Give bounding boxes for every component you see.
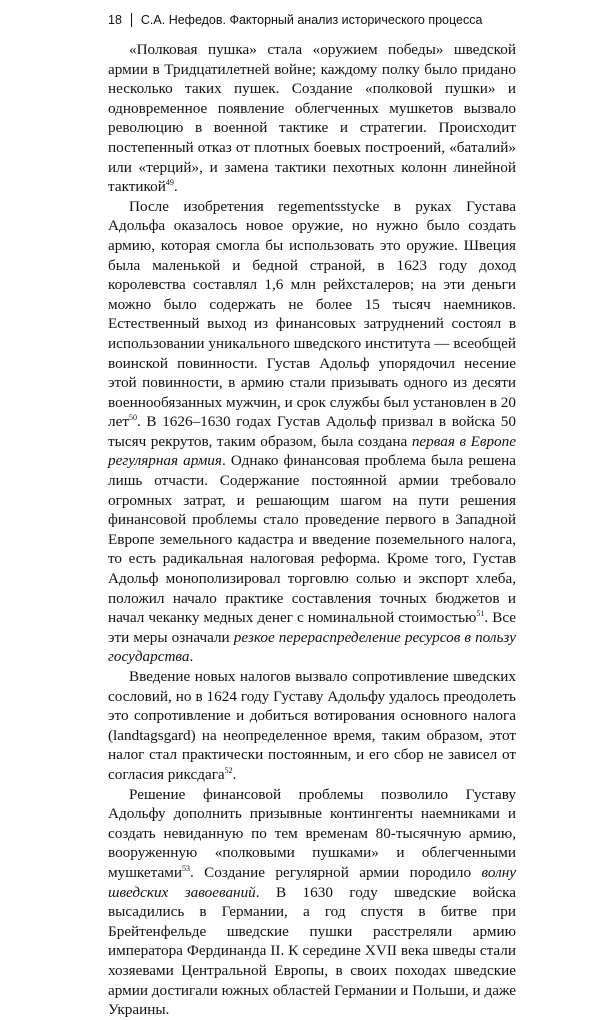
paragraph-text: .	[232, 765, 237, 783]
emphasis-swedish-conquests: волну шведских завоеваний	[108, 863, 516, 901]
paragraph-2	[108, 197, 516, 667]
paragraph-text: Решение финансовой проблемы позволило Густаву Адольфу дополнить призывные контингенты наемниками и создать невиданную по тем временам 80-тысячную армию, вооруженную «полковыми пушками» и облегченными мушкетами	[108, 785, 516, 881]
header-divider	[131, 13, 132, 27]
running-header	[108, 13, 482, 27]
paragraph-text: «Полковая пушка» стала «оружием победы» шведской армии в Тридцатилетней войне; каждому полку было придано несколько таких пушек. Создание «полковой пушки» и одновременное появление облегченных мушкетов вызвало революцию в военной тактике и стратегии. Происходит постепенный отказ от плотных боевых построений, «баталий» или «терций», и замена тактики пехотных колонн линейной тактикой	[108, 41, 516, 196]
paragraph-text: . Создание регулярной армии породило	[189, 863, 482, 881]
paragraph-text: . В 1630 году шведские войска высадились в Германии, а год спустя в битве при Брейтенфельде шведские пушки расстреляли армию императора Фердинанда II. К середине XVII века шведы стали хозяевами Центральной Европы, в своих походах шведские армии достигали южных областей Германии и Польши, и даже Украины.	[108, 883, 516, 1019]
page-number: 18	[108, 13, 122, 27]
footnote-ref-50[interactable]: 50	[128, 413, 137, 423]
footnote-ref-53[interactable]: 53	[181, 863, 190, 873]
footnote-ref-52[interactable]: 52	[224, 765, 233, 775]
body-text	[108, 40, 516, 1020]
emphasis-redistribution: резкое перераспределение ресурсов в пользу государства	[108, 628, 516, 666]
paragraph-text: Введение новых налогов вызвало сопротивление шведских сословий, но в 1624 году Густаву Адольфу удалось преодолеть это сопротивление и добиться вотирования основного налога (landtagsgard) на неопределенное время, таким образом, этот налог стал практически постоянным, и его сбор не зависел от согласия риксдага	[108, 668, 516, 783]
paragraph-text: .	[173, 178, 178, 196]
running-title: С.А. Нефедов. Факторный анализ исторического процесса	[140, 13, 483, 27]
paragraph-4	[108, 785, 516, 1020]
emphasis-first-regular-army: первая в Европе регулярная армия	[108, 432, 516, 470]
paragraph-text: . В 1626–1630 годах Густав Адольф призвал в войска 50 тысяч рекрутов, таким образом, была создана	[108, 413, 516, 450]
paragraph-text: После изобретения regementsstycke в руках Густава Адольфа оказалось новое оружие, но нужно было создать армию, которая смогла бы использовать это оружие. Швеция была маленькой и бедной страной, в 1623 году доход королевства составлял 1,6 млн рейхсталеров; на эти деньги можно было содержать не более 15 тысяч наемников. Естественный выход из финансовых затруднений состоял в использовании уникального шведского института — всеобщей воинской повинности. Густав Адольф упорядочил несение этой повинности, в армию стали призывать одного из десяти военнообязанных мужчин, и срок службы был установлен в 20 лет	[108, 197, 516, 431]
paragraph-text: . Все эти меры означали	[108, 609, 516, 646]
footnote-ref-51[interactable]: 51	[476, 609, 485, 619]
footnote-ref-49[interactable]: 49	[165, 178, 174, 188]
paragraph-1	[108, 40, 516, 197]
paragraph-text: . Однако финансовая проблема была решена лишь отчасти. Содержание постоянной армии требовало огромных затрат, и решающим шагом на пути решения финансовой проблемы стало проведение первого в Западной Европе земельного кадастра и введение поземельного налога, то есть радикальная налоговая реформа. Кроме того, Густав Адольф монополизировал торговлю солью и экспорт хлеба, положил начало практике составления точных бюджетов и начал чеканку медных денег с номинальной стоимостью	[108, 452, 516, 627]
paragraph-text: .	[189, 648, 194, 666]
paragraph-3	[108, 667, 516, 785]
